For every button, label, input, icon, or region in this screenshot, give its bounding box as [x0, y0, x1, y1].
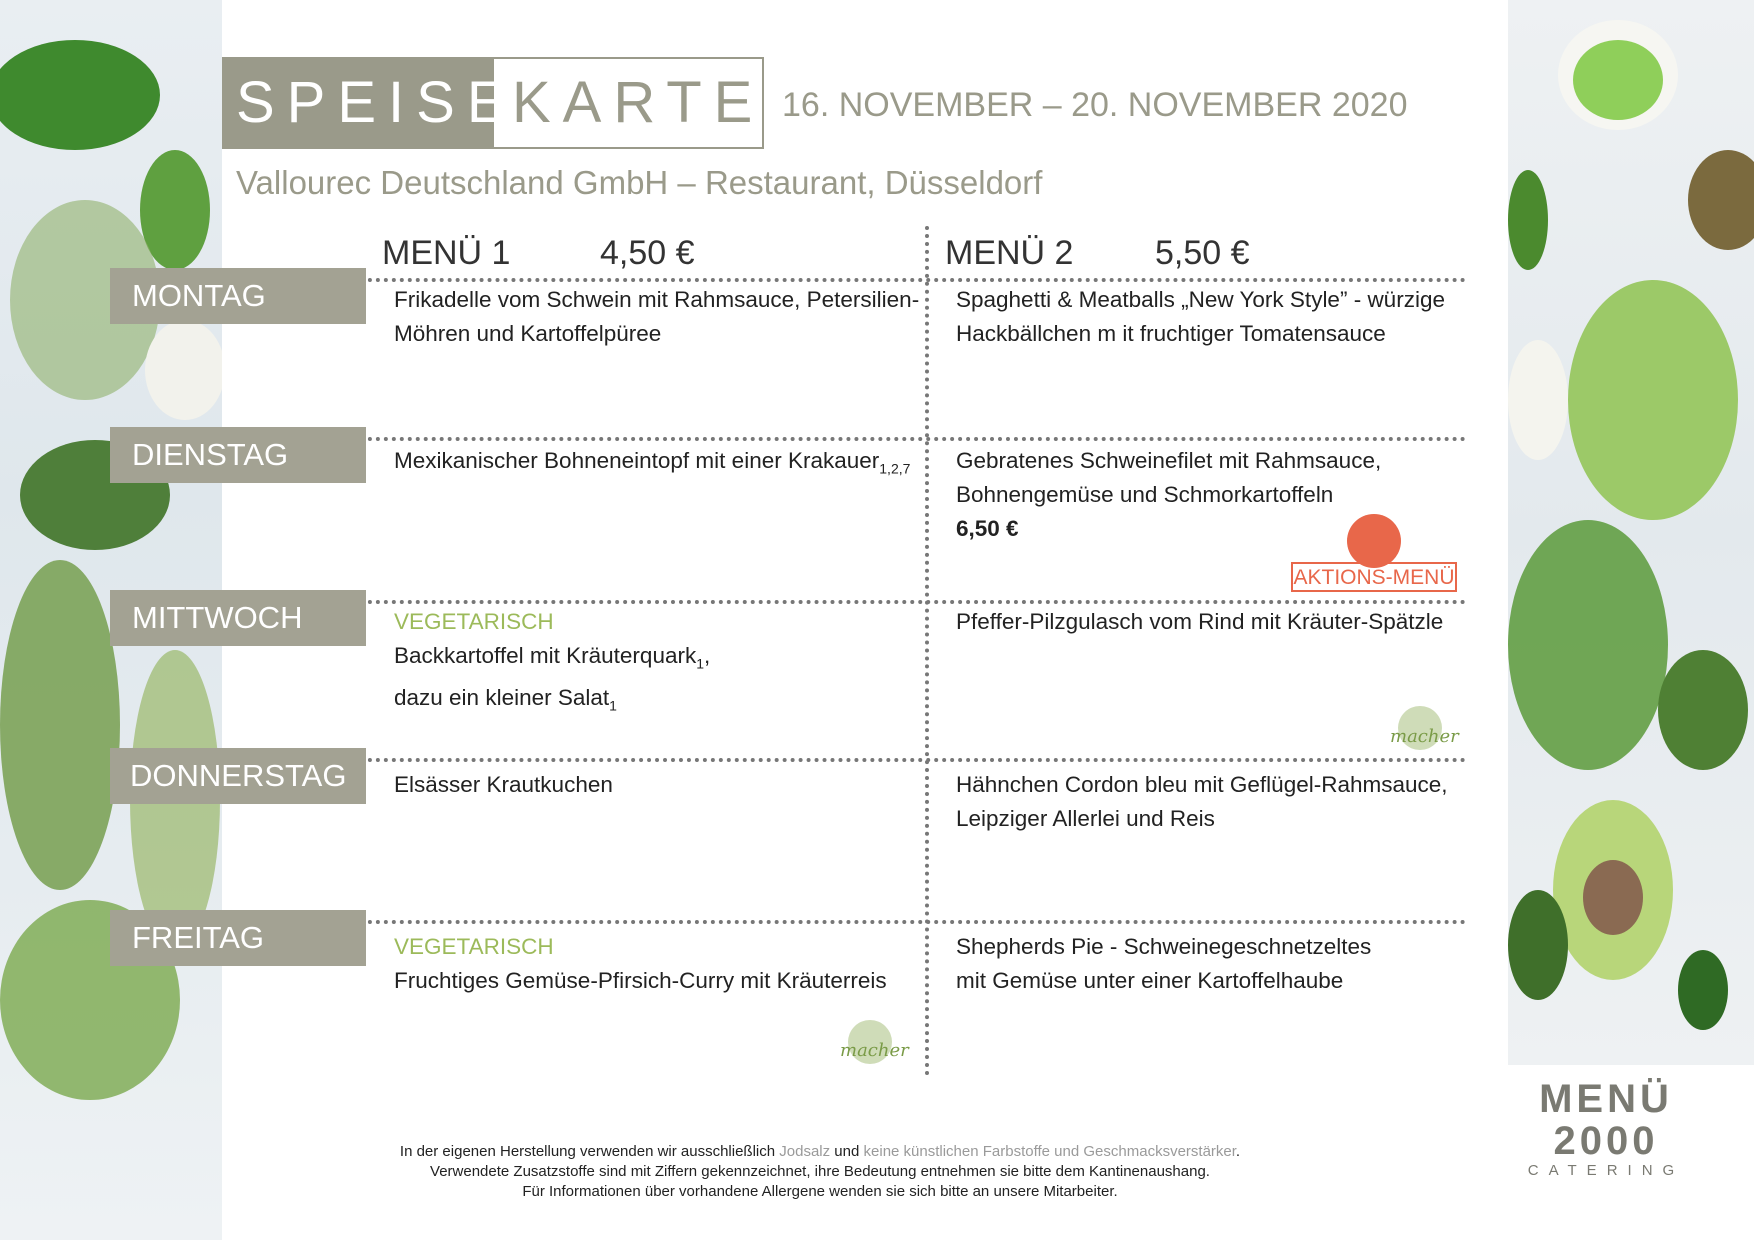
menu2-price: 5,50 € [1155, 234, 1250, 272]
row-rule-donnerstag [336, 758, 1466, 762]
day-label-mittwoch: MITTWOCH [110, 590, 366, 646]
dish-montag-menu1: Frikadelle vom Schwein mit Rahmsauce, Petersilien- Möhren und Kartoffelpüree [394, 287, 920, 346]
fitmacher-logo: macher [1390, 706, 1460, 758]
column-divider [925, 226, 929, 1076]
aktions-menu-badge: AKTIONS-MENÜ [1291, 562, 1457, 592]
title-karte: KARTE [512, 70, 765, 135]
dish-dienstag-menu1: Mexikanischer Bohneneintopf mit einer Krakauer$_{1,2,7}$ [394, 448, 911, 477]
special-price: 6,50 € [956, 516, 1019, 541]
fitmacher-logo: macher [840, 1020, 910, 1072]
company-name: Vallourec Deutschland GmbH – Restaurant, Düsseldorf [236, 164, 1043, 201]
row-rule-dienstag [336, 437, 1466, 441]
dish-mittwoch-menu2: Pfeffer-Pilzgulasch vom Rind mit Kräuter-Spätzle [956, 609, 1444, 634]
day-label-freitag: FREITAG [110, 910, 366, 966]
aktions-cutlery-icon [1347, 514, 1401, 568]
dish-mittwoch-menu1: VEGETARISCH Backkartoffel mit Kräuterquark$_1$, dazu ein kleiner Salat$_1$ [394, 605, 710, 722]
dish-dienstag-menu2: Gebratenes Schweinefilet mit Rahmsauce, Bohnengemüse und Schmorkartoffeln 6,50 € [956, 444, 1381, 546]
vegetarian-tag: VEGETARISCH [394, 609, 554, 634]
row-rule-mittwoch [336, 600, 1466, 604]
dish-donnerstag-menu2: Hähnchen Cordon bleu mit Geflügel-Rahmsauce, Leipziger Allerlei und Reis [956, 772, 1448, 831]
vegetarian-tag: VEGETARISCH [394, 934, 554, 959]
row-rule-freitag [336, 920, 1466, 924]
menu2-label: MENÜ 2 [945, 234, 1074, 272]
day-label-donnerstag: DONNERSTAG [110, 748, 366, 804]
vegetable-photo-right [1508, 0, 1754, 1065]
dish-montag-menu2: Spaghetti & Meatballs „New York Style” - würzige Hackbällchen m it fruchtiger Tomatensauce [956, 287, 1445, 346]
day-label-montag: MONTAG [110, 268, 366, 324]
dish-donnerstag-menu1: Elsässer Krautkuchen [394, 772, 613, 797]
menu2000-logo: MENÜ 2000 CATERING [1527, 1077, 1685, 1179]
footer-notes: In der eigenen Herstellung verwenden wir ausschließlich Jodsalz und keine künstlichen Farbstoffe und Geschmacksverstärker. Verwendete Zusatzstoffe sind mit Ziffern gekennzeichnet, ihre Bedeutung entnehmen sie bitte dem Kantinenaushang. Für Informationen über vorhandene Allergene wenden sie sich bitte an unsere Mitarbeiter. [399, 1143, 1241, 1200]
dish-freitag-menu2: Shepherds Pie - Schweinegeschnetzeltes mit Gemüse unter einer Kartoffelhaube [956, 934, 1372, 993]
dish-freitag-menu1: VEGETARISCH Fruchtiges Gemüse-Pfirsich-Curry mit Kräuterreis [394, 930, 887, 998]
row-rule-montag [336, 278, 1466, 282]
date-range: 16. NOVEMBER – 20. NOVEMBER 2020 [782, 86, 1408, 124]
title-speise: SPEISE [222, 57, 494, 149]
day-label-dienstag: DIENSTAG [110, 427, 366, 483]
menu1-price: 4,50 € [600, 234, 695, 272]
menu1-label: MENÜ 1 [382, 234, 511, 272]
